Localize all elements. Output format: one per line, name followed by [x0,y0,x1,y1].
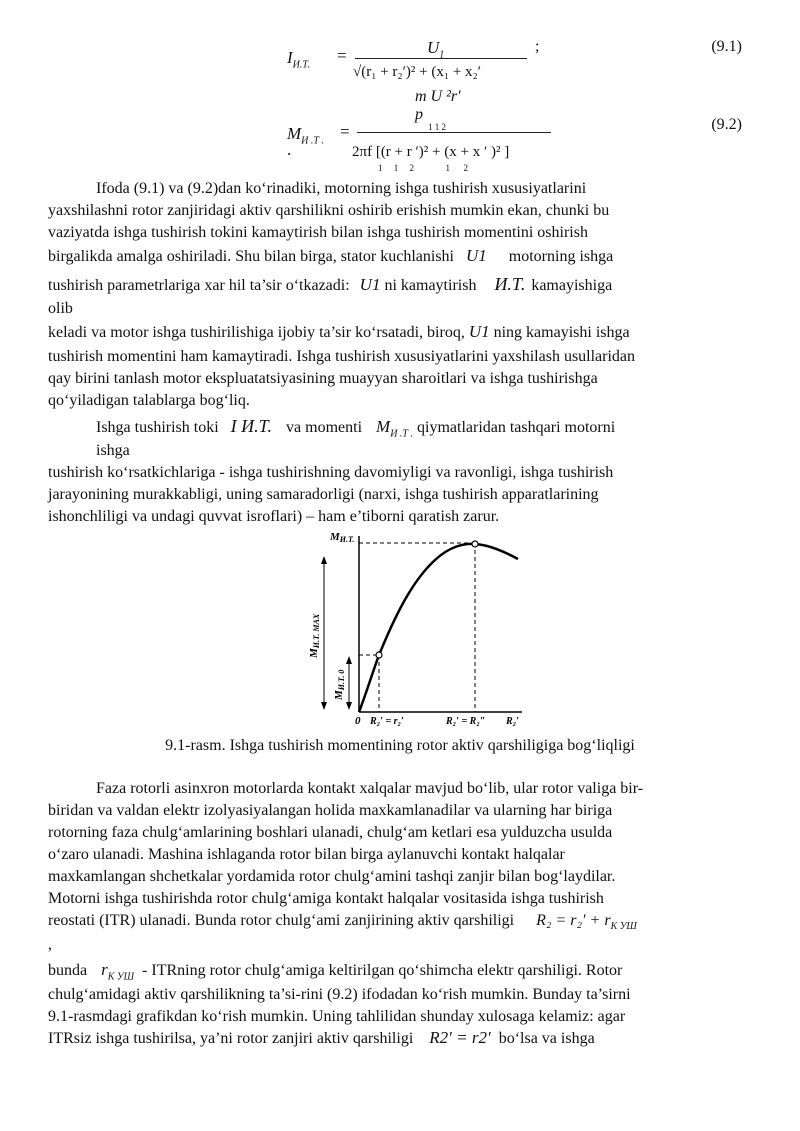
equation-number: (9.2) [711,116,742,133]
formula-denominator: 2πf [(r + r ′)² + (x + x ′ )² ] [352,144,510,160]
text-fragment: bo‘lsa va ishga [498,1030,595,1047]
text-line: chulg‘amidagi aktiv qarshilikning ta’si-rini (9.2) ifodadan ko‘rish mumkin. Bunday ta’sirni [48,986,631,1003]
text-line: olib [48,300,73,317]
text-fragment: ning kamayishi ishga [493,324,630,341]
symbol-rk: $r_{К УШ}$ [101,960,135,983]
arrow-head [321,702,327,710]
arrow-head [346,702,352,710]
text-line [48,246,742,266]
symbol-r2-eq: R2′ = r2′ [429,1028,491,1047]
text-line: qay birini tanlash motor ekspluatatsiyasining muayyan sharoitlari va ishga tushirishga [48,370,598,387]
text-fragment: reostati (ITR) ulanadi. Bunda rotor chulg‘ami zanjirining aktiv qarshiligi [48,912,515,929]
figure-moment-curve [300,526,530,730]
text-line [48,274,742,295]
formula-num-subs: 1 1 2 [428,122,446,132]
formula-tail: ; [535,38,540,55]
text-fragment: bunda [48,962,88,979]
text-line: maxkamlangan shchetkalar yordamida rotor chulg‘amini tashqi zanjir bilan bog‘laydilar. [48,868,616,885]
symbol-u1: U1 [466,246,487,265]
formula-lhs: $M_{И .Т .}$ [287,124,324,147]
formula-num-top: m U ²r′ [415,88,461,105]
text-fragment: kamayishiga [531,277,613,294]
text-line [48,912,758,932]
symbol-u1: U1 [359,275,381,294]
text-fragment: ITRsiz ishga tushirilsa, ya’ni rotor zanjiri aktiv qarshiligi [48,1030,414,1047]
text-fragment: motorning ishga [508,248,614,265]
symbol-u1: U1 [468,322,490,341]
text-line: o‘zaro ulanadi. Mashina ishlaganda rotor bilan birga aylanuvchi kontakt halqalar [48,846,565,863]
label-m-max: MИ.Т. MAX [308,613,321,658]
text-fragment: ni kamaytirish [384,277,477,294]
text-line: rotorning faza chulg‘amlarining boshlari ulanadi, chulg‘am ketlari esa yulduzcha usulda [48,824,613,841]
text-fragment: va momenti [286,419,363,436]
symbol-it: И.Т. [494,274,526,294]
text-line: Ifoda (9.1) va (9.2)dan ko‘rinadiki, motorning ishga tushirish xususiyatlarini [96,180,587,197]
text-line [48,322,742,342]
x-tick-label-2: R₂′ = R₂″ [446,716,486,727]
text-line [48,1028,742,1048]
text-line: Faza rotorli asinxron motorlarda kontakt xalqalar mavjud bo‘lib, ular rotor valiga bir- [96,780,644,797]
text-line: ishonchliligi va undagi quvvat isroflari) – ham e’tiborni qaratish zarur. [48,508,500,525]
moment-curve [359,544,518,712]
text-fragment: Ishga tushirish toki [96,419,219,436]
fraction-line [355,58,527,59]
formula-numerator: $U_1$ [427,38,445,61]
fraction-line [357,132,551,133]
text-fragment: - ITRning rotor chulg‘amiga keltirilgan qo‘shimcha elektr qarshiligi. Rotor [142,962,623,979]
arrow-head [321,556,327,564]
symbol-m-it: $M_{И .Т .}$ [376,417,413,440]
formula-eq: = [340,122,350,141]
equation-number: (9.1) [711,38,742,55]
point-start [376,652,382,658]
text-line: Motorni ishga tushirishda rotor chulg‘amiga kontakt halqalar vositasida ishga tushirish [48,890,604,907]
text-line: biridan va valdan elektr izolyasiyalangan holida maxkamlanadilar va ularning har biriga [48,802,613,819]
formula-num-p: p [415,106,423,123]
text-line: 9.1-rasmdagi grafikdan ko‘rish mumkin. Uning tahlilidan shunday xulosaga kelamiz: agar [48,1008,626,1025]
text-line: tushirish momentini ham kamaytiradi. Ishga tushirish xususiyatlarini yaxshilash usullaridan [48,348,636,365]
text-line: vaziyatda ishga tushirish tokini kamaytirish bilan ishga tushirish momentini oshirish [48,224,588,241]
x-tick-label-1: R₂′ = r₂′ [370,716,404,727]
formula-denominator: √(r₁ + r₂′)² + (x₁ + x₂′ [353,64,482,80]
text-line [48,960,742,982]
text-line: ishga [96,442,130,459]
text-line: qo‘yiladigan talablarga bog‘liq. [48,392,250,409]
x-axis-label: R₂′ [506,716,519,727]
figure-caption: 9.1-rasm. Ishga tushirish momentining rotor aktiv qarshiligiga bog‘liqligi [165,737,635,754]
formula-eq: = [337,46,347,65]
arrow-head [346,656,352,664]
text-line: jarayonining murakkabligi, uning samaradorligi (narxi, ishga tushirish apparatlarining [48,486,599,503]
label-m-0: MИ.Т. 0 [333,669,346,700]
text-line: yaxshilashni rotor zanjiridagi aktiv qarshilikni oshirib erishish mumkin ekan, chunki bu [48,202,610,219]
text-line [96,416,742,439]
y-axis-label: MИ.Т. [330,531,355,544]
x-origin-label: 0 [355,715,361,727]
point-max [472,541,478,547]
text-line: tushirish ko‘rsatkichlariga - ishga tushirishning davomiyligi va ravonligi, ishga tushirish [48,464,614,481]
text-fragment: keladi va motor ishga tushirilishiga ijobiy ta’sir ko‘rsatadi, biroq, [48,324,465,341]
text-fragment: qiymatlaridan tashqari motorni [417,419,616,436]
formula-lhs: $I_{И.Т.}$ [287,48,310,71]
formula-den-subs: 1 1 2 1 2 [378,163,468,173]
text-fragment: tushirish parametrlariga xar hil ta’sir o‘tkazadi: [48,277,350,294]
formula-dot: . [287,140,292,159]
symbol-i-it: I И.Т. [230,416,273,436]
symbol-r2: $R_2 = r_2' + r_{К УШ}$ [536,912,637,933]
text-line: , [48,936,52,953]
text-fragment: birgalikda amalga oshiriladi. Shu bilan birga, stator kuchlanishi [48,248,454,265]
